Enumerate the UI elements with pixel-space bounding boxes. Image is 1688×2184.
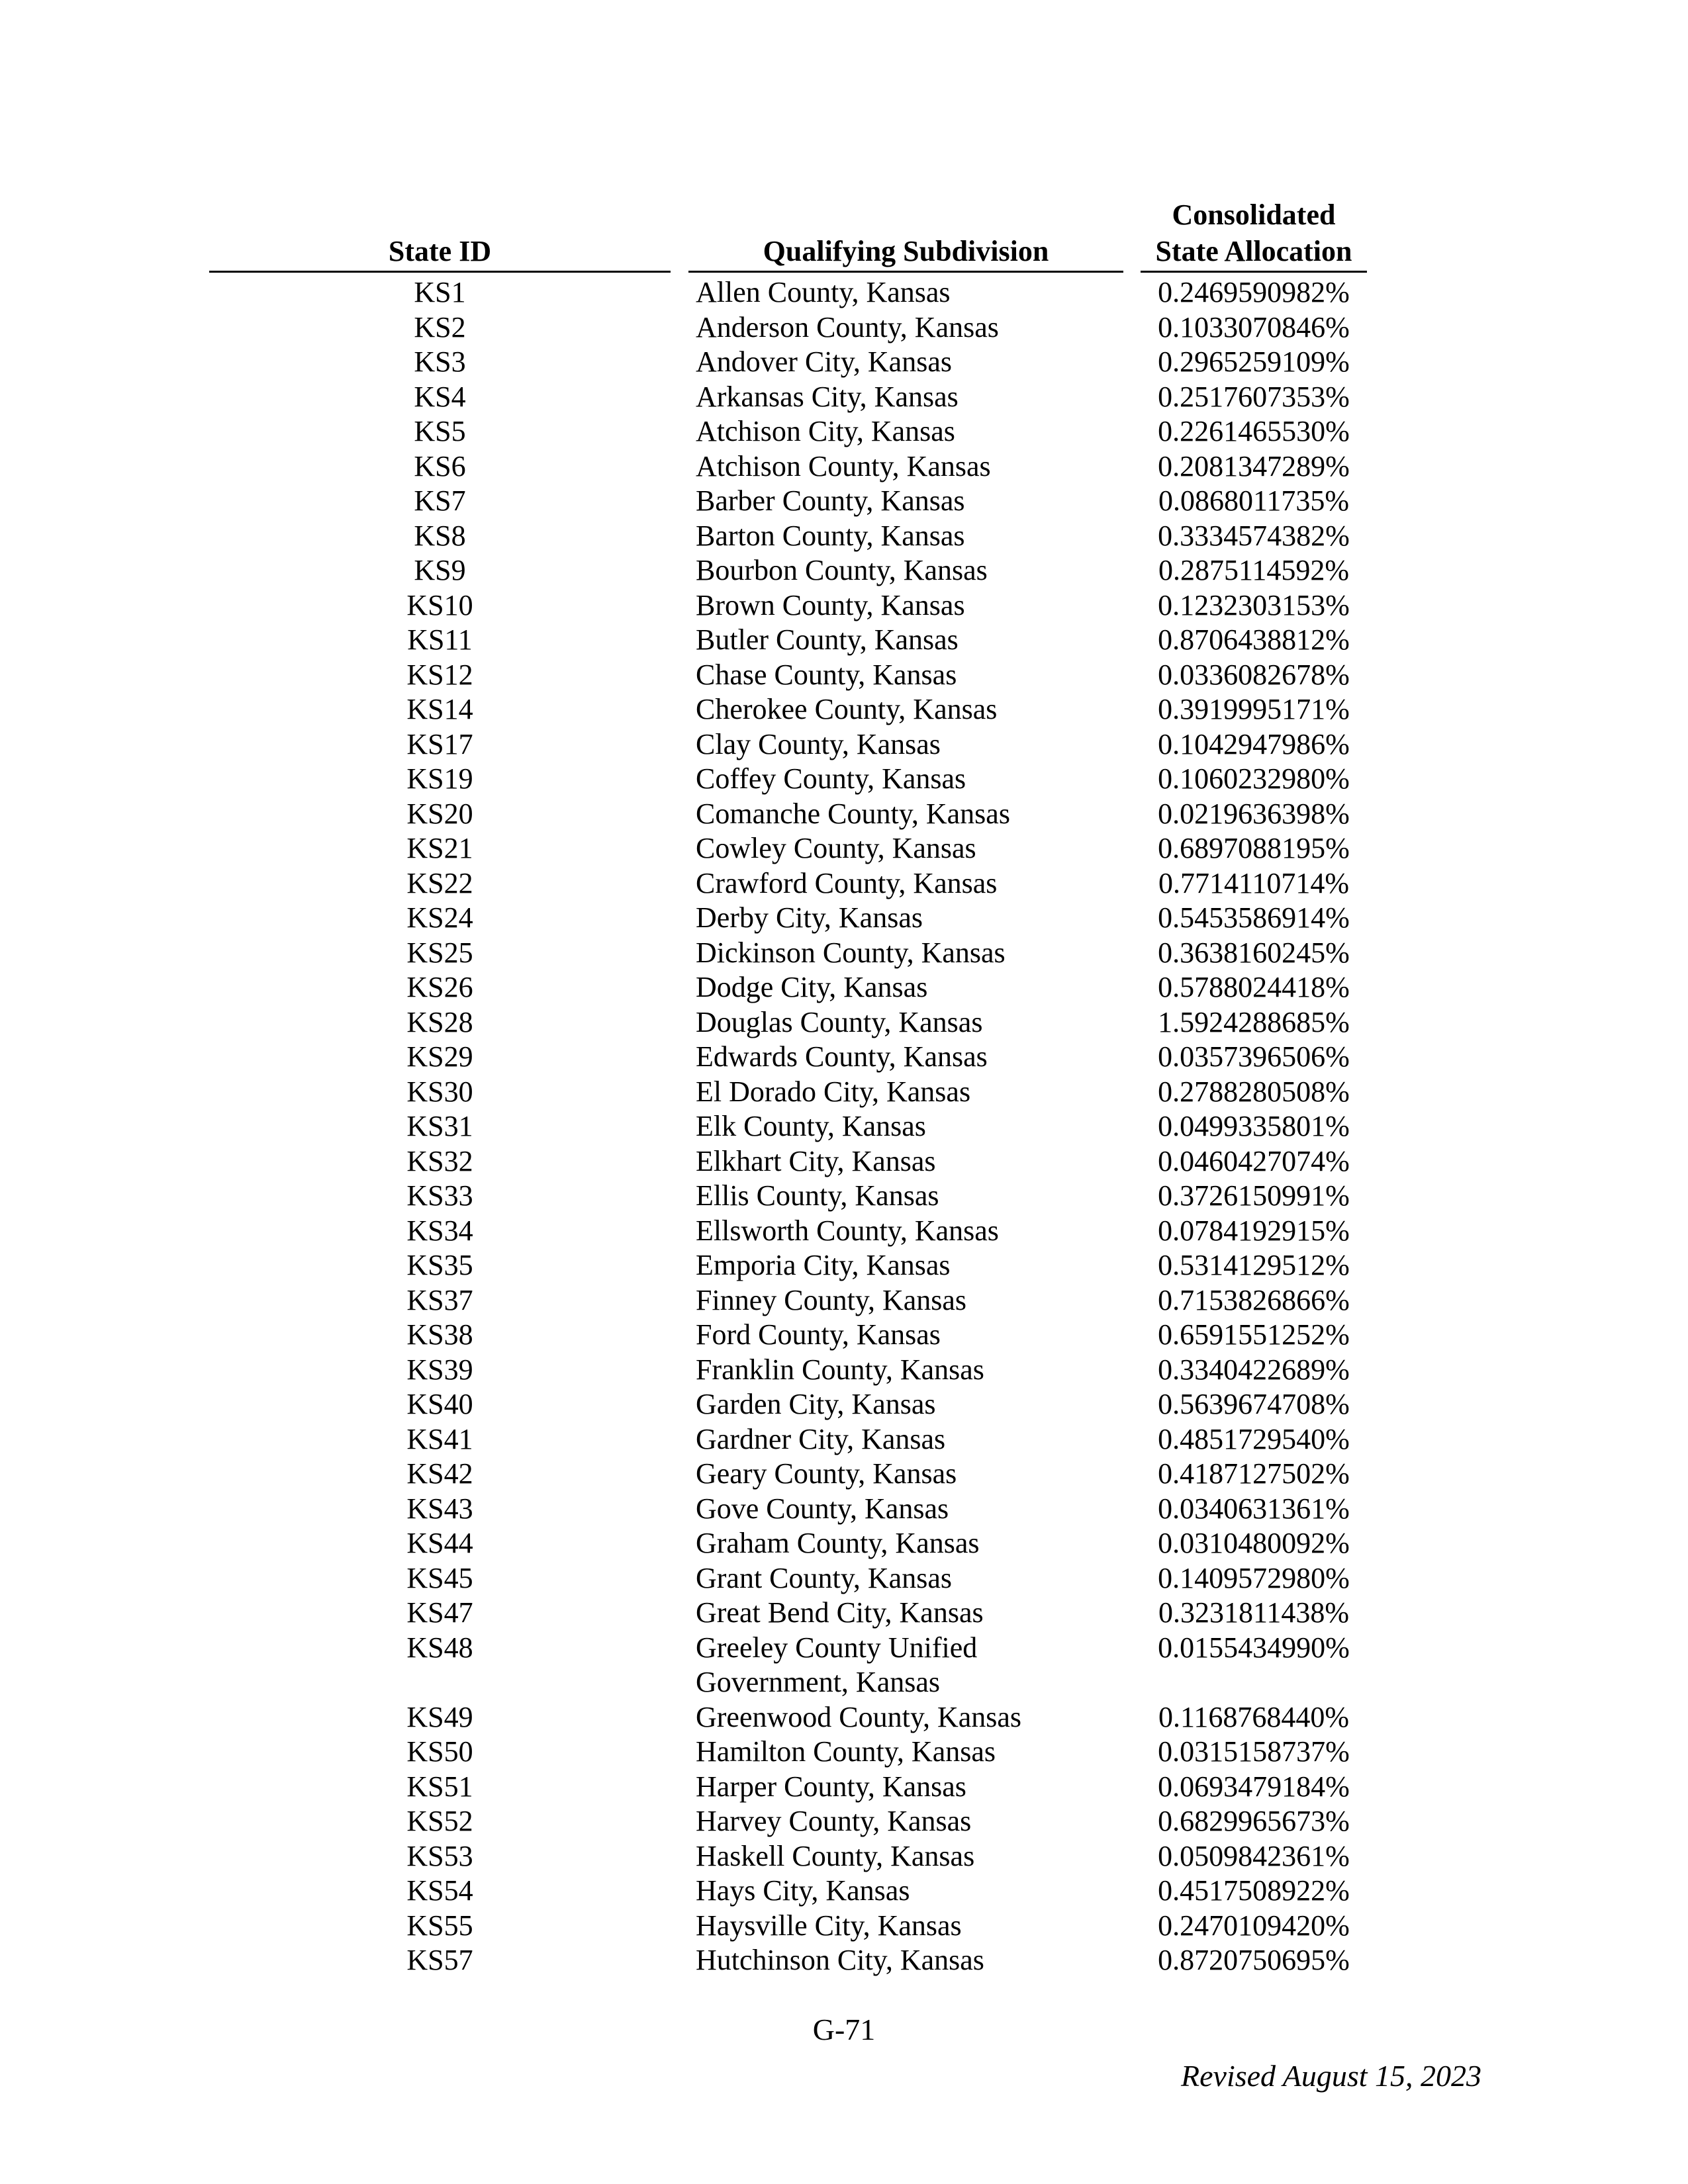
table-row [0,1353,1688,1388]
table-row [0,1700,1688,1735]
subdivision-cell: Andover City, Kansas [696,345,952,378]
allocation-cell: 0.5788024418% [1158,971,1350,1003]
table-row [0,797,1688,832]
subdivision-cell: Harvey County, Kansas [696,1805,972,1837]
table-row [0,519,1688,554]
state-id-cell: KS17 [406,727,473,760]
state-id-cell: KS26 [406,971,473,1003]
state-id-cell: KS12 [406,658,473,691]
page-number: G-71 [812,2013,876,2046]
state-id-cell: KS14 [406,693,473,725]
state-id-cell: KS49 [406,1700,473,1733]
header-allocation-line1: Consolidated [1172,199,1336,231]
subdivision-cell: Greeley County Unified Government, Kansas [696,1631,978,1698]
subdivision-cell: Hutchinson City, Kansas [696,1944,984,1976]
allocation-cell: 0.3340422689% [1158,1353,1350,1386]
table-row [0,623,1688,658]
allocation-cell: 0.2517607353% [1158,380,1350,413]
state-id-cell: KS24 [406,901,473,934]
subdivision-cell: Emporia City, Kansas [696,1249,951,1281]
allocation-cell: 0.4851729540% [1158,1422,1350,1455]
state-id-cell: KS25 [406,936,473,969]
allocation-cell: 0.2470109420% [1158,1909,1350,1942]
allocation-cell: 0.1042947986% [1158,727,1350,760]
table-row [0,1144,1688,1179]
allocation-cell: 0.0499335801% [1158,1110,1350,1142]
state-id-cell: KS42 [406,1457,473,1490]
state-id-cell: KS11 [407,623,473,656]
revised-date: Revised August 15, 2023 [1181,2059,1481,2093]
table-row [0,1596,1688,1631]
table-row [0,380,1688,415]
table-row [0,1422,1688,1457]
subdivision-cell: Chase County, Kansas [696,658,957,691]
allocation-cell: 0.2261465530% [1158,415,1350,447]
table-row [0,762,1688,797]
table-row [0,414,1688,449]
allocation-cell: 0.5453586914% [1158,901,1350,934]
state-id-cell: KS53 [406,1839,473,1872]
state-id-cell: KS29 [406,1040,473,1073]
table-row [0,1075,1688,1110]
table-row [0,310,1688,345]
allocation-cell: 0.2788280508% [1158,1075,1350,1108]
subdivision-cell: Barber County, Kansas [696,484,965,517]
table-row [0,1040,1688,1075]
subdivision-cell: Coffey County, Kansas [696,762,966,795]
table-row [0,1318,1688,1353]
subdivision-cell: Atchison County, Kansas [696,449,991,482]
table-row [0,449,1688,484]
table-row [0,970,1688,1005]
state-id-cell: KS33 [406,1179,473,1212]
state-id-cell: KS21 [406,832,473,864]
state-id-cell: KS34 [406,1214,473,1247]
subdivision-cell: Ellis County, Kansas [696,1179,939,1212]
state-id-cell: KS3 [414,345,466,378]
state-id-cell: KS38 [406,1318,473,1351]
state-id-cell: KS4 [414,380,466,413]
subdivision-cell: Brown County, Kansas [696,588,965,621]
state-id-cell: KS50 [406,1735,473,1768]
allocation-cell: 0.0315158737% [1158,1735,1350,1768]
allocation-cell: 0.3231811438% [1158,1596,1350,1629]
table-row [0,1943,1688,1978]
allocation-cell: 0.2469590982% [1158,276,1350,308]
subdivision-cell: Barton County, Kansas [696,519,965,552]
table-row [0,831,1688,866]
state-id-cell: KS5 [414,415,466,447]
header-subdivision-label: Qualifying Subdivision [763,235,1049,267]
state-id-cell: KS6 [414,449,466,482]
state-id-cell: KS52 [406,1805,473,1837]
table-row [0,484,1688,519]
subdivision-cell: Franklin County, Kansas [696,1353,984,1386]
allocation-cell: 0.0868011735% [1158,484,1350,517]
subdivision-cell: Geary County, Kansas [696,1457,957,1490]
subdivision-cell: Finney County, Kansas [696,1283,967,1316]
allocation-cell: 0.2875114592% [1158,554,1350,586]
allocation-cell: 0.4187127502% [1158,1457,1350,1490]
subdivision-cell: El Dorado City, Kansas [696,1075,971,1108]
subdivision-cell: Haysville City, Kansas [696,1909,962,1942]
state-id-cell: KS51 [406,1770,473,1803]
table-row [0,553,1688,588]
allocation-cell: 0.6829965673% [1158,1805,1350,1837]
allocation-cell: 0.6897088195% [1158,832,1350,864]
table-row [0,901,1688,936]
table-row [0,1214,1688,1249]
state-id-cell: KS41 [406,1422,473,1455]
table-row [0,1735,1688,1770]
table-row [0,1109,1688,1144]
allocation-cell: 0.6591551252% [1158,1318,1350,1351]
table-row [0,1248,1688,1283]
table-row [0,727,1688,762]
subdivision-cell: Haskell County, Kansas [696,1839,975,1872]
subdivision-cell: Atchison City, Kansas [696,415,955,447]
allocation-cell: 0.7714110714% [1158,866,1350,899]
state-id-cell: KS19 [406,762,473,795]
table-row [0,1804,1688,1839]
subdivision-cell: Greenwood County, Kansas [696,1700,1022,1733]
allocation-cell: 0.3919995171% [1158,693,1350,725]
subdivision-cell: Butler County, Kansas [696,623,959,656]
table-row [0,1387,1688,1422]
allocation-cell: 0.1232303153% [1158,588,1350,621]
allocation-cell: 0.3334574382% [1158,519,1350,552]
subdivision-cell: Ellsworth County, Kansas [696,1214,999,1247]
subdivision-cell: Ford County, Kansas [696,1318,941,1351]
subdivision-cell: Douglas County, Kansas [696,1005,983,1038]
table-row [0,936,1688,971]
allocation-cell: 0.0155434990% [1158,1631,1350,1664]
allocation-cell: 0.7153826866% [1158,1283,1350,1316]
subdivision-cell: Arkansas City, Kansas [696,380,959,413]
table-row [0,1561,1688,1596]
table-row [0,1874,1688,1909]
subdivision-cell: Elkhart City, Kansas [696,1144,936,1177]
subdivision-cell: Gardner City, Kansas [696,1422,946,1455]
table-row [0,1492,1688,1527]
allocation-cell: 0.5314129512% [1158,1249,1350,1281]
subdivision-cell: Crawford County, Kansas [696,866,998,899]
allocation-cell: 0.0784192915% [1158,1214,1350,1247]
allocation-cell: 0.2965259109% [1158,345,1350,378]
subdivision-cell: Elk County, Kansas [696,1110,926,1142]
allocation-cell: 0.2081347289% [1158,449,1350,482]
subdivision-cell: Comanche County, Kansas [696,797,1010,830]
subdivision-cell: Clay County, Kansas [696,727,941,760]
allocation-cell: 0.1033070846% [1158,310,1350,343]
state-id-cell: KS37 [406,1283,473,1316]
subdivision-cell: Cowley County, Kansas [696,832,976,864]
subdivision-cell: Dickinson County, Kansas [696,936,1006,969]
state-id-cell: KS54 [406,1874,473,1907]
header-state-id-label: State ID [388,235,492,267]
allocation-cell: 0.1060232980% [1158,762,1350,795]
table-row [0,1526,1688,1561]
state-id-cell: KS20 [406,797,473,830]
subdivision-cell: Dodge City, Kansas [696,971,928,1003]
table-row [0,345,1688,380]
allocation-table-body [0,275,1688,1978]
header-qualifying-subdivision [688,196,1123,273]
allocation-cell: 0.4517508922% [1158,1874,1350,1907]
allocation-cell: 0.5639674708% [1158,1388,1350,1420]
state-id-cell: KS43 [406,1492,473,1525]
allocation-cell: 0.0509842361% [1158,1839,1350,1872]
state-id-cell: KS44 [406,1527,473,1559]
state-id-cell: KS2 [414,310,466,343]
subdivision-cell: Garden City, Kansas [696,1388,936,1420]
subdivision-cell: Bourbon County, Kansas [696,554,988,586]
subdivision-cell: Cherokee County, Kansas [696,693,998,725]
table-row [0,658,1688,693]
state-id-cell: KS39 [406,1353,473,1386]
state-id-cell: KS57 [406,1944,473,1976]
header-allocation-line2: State Allocation [1155,235,1352,267]
state-id-cell: KS10 [406,588,473,621]
header-consolidated-state-allocation [1141,196,1367,273]
state-id-cell: KS30 [406,1075,473,1108]
allocation-cell: 0.0357396506% [1158,1040,1350,1073]
subdivision-cell: Edwards County, Kansas [696,1040,988,1073]
table-row [0,588,1688,623]
subdivision-cell: Allen County, Kansas [696,276,951,308]
subdivision-cell: Anderson County, Kansas [696,310,999,343]
subdivision-cell: Grant County, Kansas [696,1561,952,1594]
allocation-cell: 0.0693479184% [1158,1770,1350,1803]
table-row [0,1179,1688,1214]
state-id-cell: KS8 [414,519,466,552]
table-row [0,275,1688,310]
table-row [0,1839,1688,1874]
allocation-cell: 0.3726150991% [1158,1179,1350,1212]
table-row [0,692,1688,727]
state-id-cell: KS47 [406,1596,473,1629]
allocation-cell: 0.1168768440% [1158,1700,1350,1733]
state-id-cell: KS31 [406,1110,473,1142]
state-id-cell: KS40 [406,1388,473,1420]
state-id-cell: KS28 [406,1005,473,1038]
table-row [0,1005,1688,1040]
subdivision-cell: Gove County, Kansas [696,1492,949,1525]
subdivision-cell: Harper County, Kansas [696,1770,966,1803]
allocation-cell: 0.0336082678% [1158,658,1350,691]
state-id-cell: KS35 [406,1249,473,1281]
allocation-cell: 0.0460427074% [1158,1144,1350,1177]
state-id-cell: KS1 [414,276,466,308]
table-row [0,1909,1688,1944]
table-row [0,1457,1688,1492]
header-state-id [209,196,671,273]
allocation-cell: 0.1409572980% [1158,1561,1350,1594]
allocation-cell: 0.3638160245% [1158,936,1350,969]
table-row [0,1770,1688,1805]
state-id-cell: KS22 [406,866,473,899]
state-id-cell: KS9 [414,554,466,586]
allocation-cell: 0.0340631361% [1158,1492,1350,1525]
allocation-cell: 0.8720750695% [1158,1944,1350,1976]
table-row [0,866,1688,901]
allocation-cell: 0.8706438812% [1158,623,1350,656]
state-id-cell: KS7 [414,484,466,517]
table-row [0,1283,1688,1318]
state-id-cell: KS55 [406,1909,473,1942]
subdivision-cell: Hamilton County, Kansas [696,1735,996,1768]
subdivision-cell: Hays City, Kansas [696,1874,910,1907]
subdivision-cell: Derby City, Kansas [696,901,923,934]
state-id-cell: KS48 [406,1631,473,1664]
subdivision-cell: Great Bend City, Kansas [696,1596,984,1629]
state-id-cell: KS45 [406,1561,473,1594]
state-id-cell: KS32 [406,1144,473,1177]
table-row [0,1631,1688,1700]
allocation-cell: 0.0219636398% [1158,797,1350,830]
allocation-cell: 1.5924288685% [1158,1005,1350,1038]
allocation-cell: 0.0310480092% [1158,1527,1350,1559]
subdivision-cell: Graham County, Kansas [696,1527,980,1559]
